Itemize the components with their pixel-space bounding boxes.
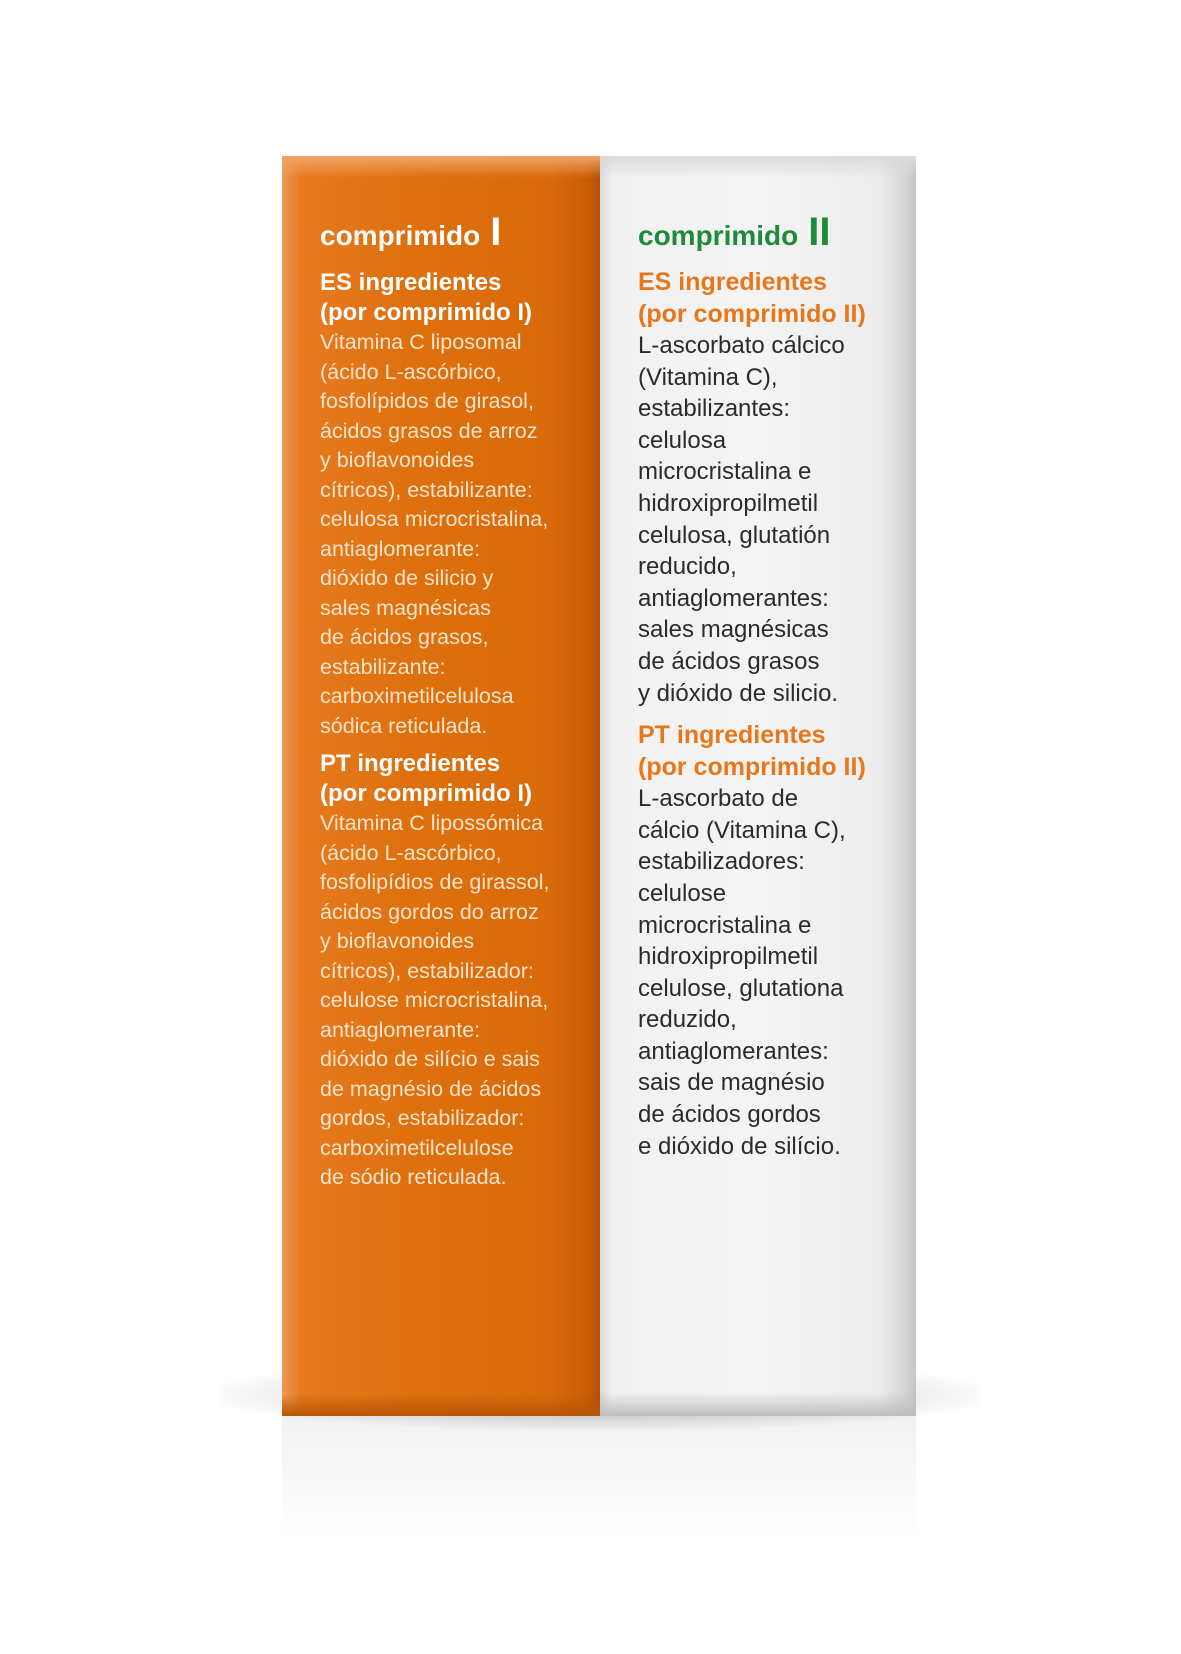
ingredient-line: L-ascorbato cálcico [638,332,845,359]
left-es-heading [320,268,590,328]
ingredient-line: de magnésio de ácidos [320,1076,542,1101]
heading-line: ES ingredientes [638,268,827,296]
ingredient-line: sódica reticulada. [320,713,488,738]
right-panel-white [600,156,916,1416]
ingredient-line: cálcio (Vitamina C), [638,816,846,844]
ingredient-line: antiaglomerante: [320,1017,481,1042]
ingredient-line: de ácidos grasos, [320,625,489,649]
ingredient-line: hidroxipropilmetil [638,943,819,971]
ingredient-line: de ácidos grasos [638,647,820,675]
ingredient-line: (ácido L-ascórbico, [320,359,502,384]
right-title-text: comprimido [638,220,799,251]
right-title-numeral: II [808,210,831,254]
left-title-numeral: I [490,210,502,254]
ingredient-line: sais de magnésio [638,1069,825,1097]
ingredient-line: e dióxido de silício. [638,1132,841,1160]
ingredient-line: microcristalina e [638,458,812,486]
left-pt-ingredients [320,809,590,1193]
heading-line: (por comprimido II) [638,300,866,328]
ingredient-line: ácidos gordos do arroz [320,899,539,924]
left-title-text: comprimido [320,220,481,251]
ingredient-line: y bioflavonoides [320,448,475,472]
ingredient-line: microcristalina e [638,911,812,939]
left-pt-heading [320,749,590,809]
heading-line: (por comprimido II) [638,753,866,782]
ingredient-line: antiaglomerante: [320,536,481,561]
heading-line: ES ingredientes [320,269,502,296]
ingredient-line: Vitamina C liposomal [320,330,522,354]
ingredient-line: (ácido L-ascórbico, [320,840,502,865]
ingredient-line: de ácidos gordos [638,1101,821,1129]
ingredient-line: ácidos grasos de arroz [320,418,538,443]
ingredient-line: celulose [638,879,727,907]
right-es-heading [638,266,914,330]
ingredient-line: celulosa microcristalina, [320,507,549,531]
heading-line: PT ingredientes [638,721,826,750]
ingredient-line: sales magnésicas [638,616,829,644]
right-pt-ingredients [638,783,914,1162]
ingredient-line: Vitamina C lipossómica [320,811,544,835]
right-column [638,210,914,1162]
left-es-section [320,268,590,741]
ingredient-line: antiaglomerantes: [638,584,829,612]
left-column [320,210,590,1193]
ingredient-line: cítricos), estabilizante: [320,477,533,502]
ingredient-line: y dióxido de silicio. [638,679,839,707]
heading-line: (por comprimido I) [320,299,532,326]
heading-line: PT ingredientes [320,750,501,777]
ingredient-line: estabilizante: [320,654,446,679]
ingredient-line: de sódio reticulada. [320,1165,507,1189]
left-pt-section [320,749,590,1193]
ingredient-line: gordos, estabilizador: [320,1106,525,1130]
heading-line: (por comprimido I) [320,780,532,807]
right-es-section [638,266,914,709]
ingredient-line: reducido, [638,553,737,581]
ingredient-line: cítricos), estabilizador: [320,958,534,983]
ingredient-line: celulosa [638,426,727,454]
box-reflection [282,1410,916,1540]
ingredient-line: celulose, glutationa [638,974,844,1002]
ingredient-line: fosfolípidos de girasol, [320,389,534,413]
right-pt-section [638,719,914,1162]
ingredient-line: estabilizadores: [638,848,805,876]
ingredient-line: carboximetilcelulosa [320,684,514,708]
ingredient-line: (Vitamina C), [638,363,778,391]
ingredient-line: antiaglomerantes: [638,1037,829,1065]
ingredient-line: fosfolipídios de girassol, [320,870,550,894]
ingredient-line: dióxido de silicio y [320,566,494,590]
ingredient-line: hidroxipropilmetil [638,489,819,517]
ingredient-line: sales magnésicas [320,595,491,620]
ingredient-line: dióxido de silício e sais [320,1047,540,1071]
ingredient-line: estabilizantes: [638,395,791,423]
ingredient-line: carboximetilcelulose [320,1135,514,1160]
right-title [638,210,914,254]
ingredient-line: L-ascorbato de [638,785,799,813]
ingredient-line: y bioflavonoides [320,929,475,953]
ingredient-line: celulose microcristalina, [320,988,549,1012]
left-title [320,210,590,254]
right-pt-heading [638,719,914,783]
ingredient-line: celulosa, glutatión [638,521,831,549]
product-box [282,156,916,1416]
left-es-ingredients [320,328,590,741]
right-es-ingredients [638,330,914,709]
left-panel-orange [282,156,600,1416]
ingredient-line: reduzido, [638,1006,737,1034]
